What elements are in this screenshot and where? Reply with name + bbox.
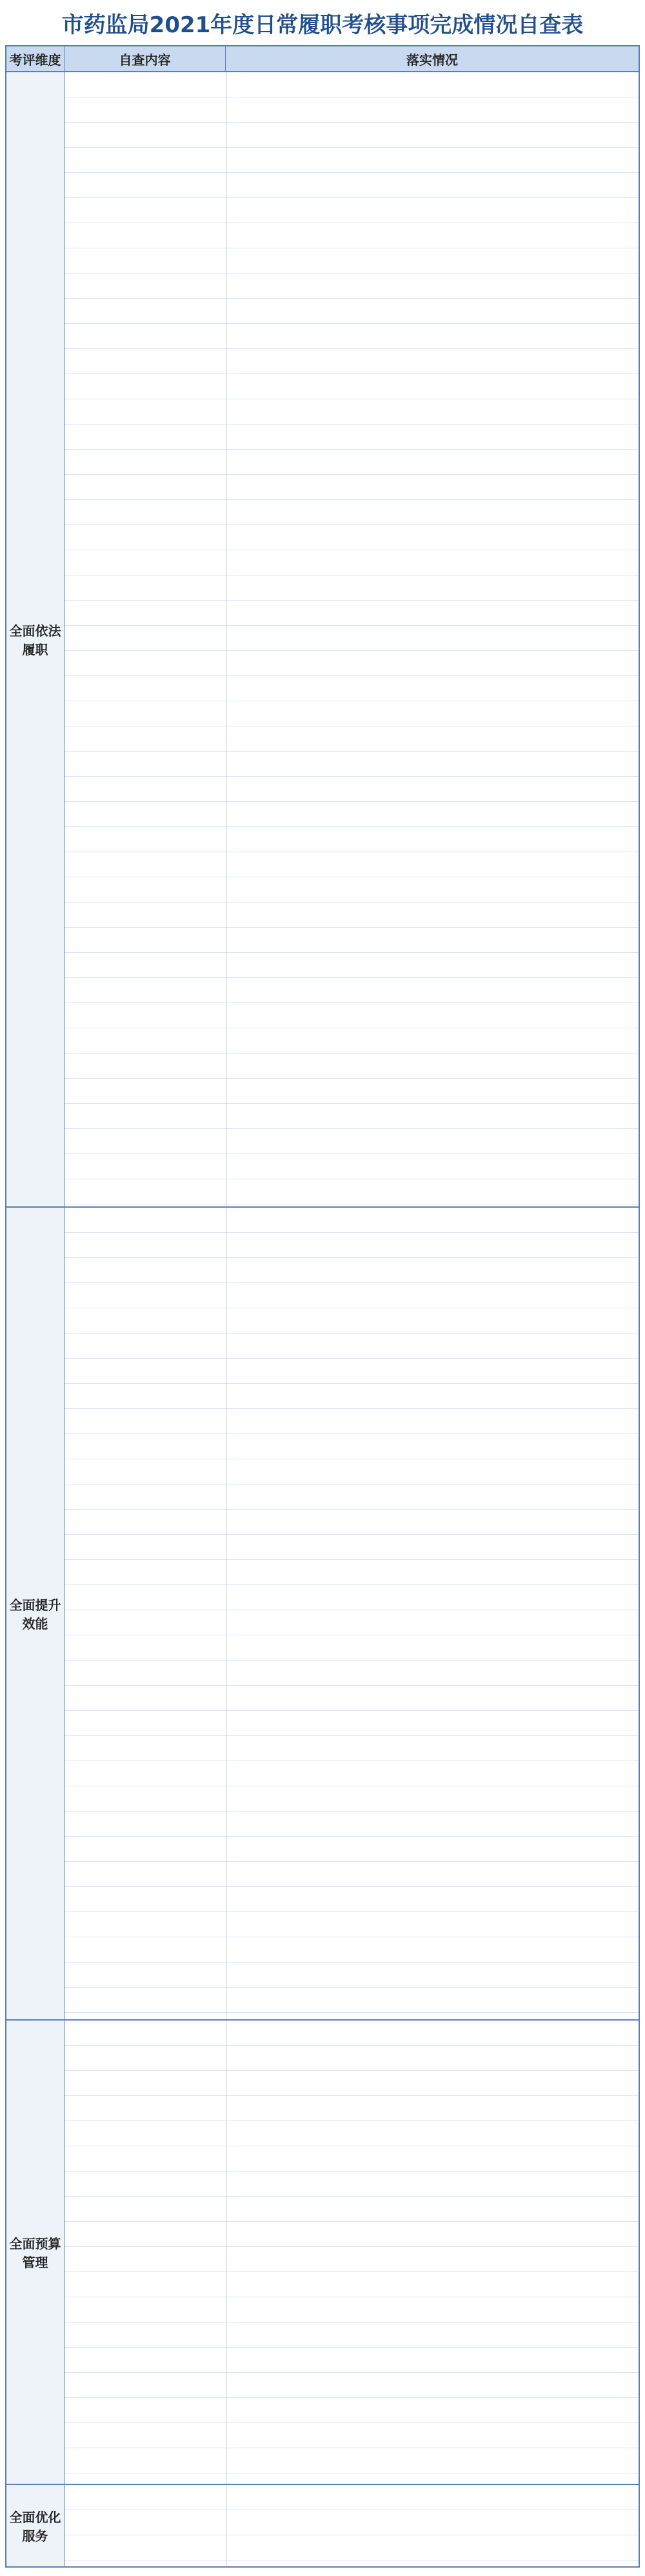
table-header <box>6 46 639 72</box>
header-dimension: 考评维度 <box>6 46 64 71</box>
section-label: 全面提升效能 <box>6 1208 64 2019</box>
section-body <box>64 2485 639 2566</box>
section-label: 全面预算管理 <box>6 2021 64 2484</box>
section-budget <box>6 2021 639 2485</box>
section-body <box>64 72 639 1206</box>
section-service <box>6 2485 639 2566</box>
section-efficiency <box>6 1208 639 2021</box>
section-label: 全面优化服务 <box>6 2485 64 2566</box>
self-check-table <box>5 45 640 2568</box>
page-title: 市药监局2021年度日常履职考核事项完成情况自查表 <box>61 12 584 38</box>
header-content: 自查内容 <box>64 46 226 71</box>
section-lawful-duty <box>6 72 639 1208</box>
header-status: 落实情况 <box>406 52 458 68</box>
section-body <box>64 1208 639 2019</box>
section-body <box>64 2021 639 2484</box>
section-label: 全面依法履职 <box>6 72 64 1206</box>
